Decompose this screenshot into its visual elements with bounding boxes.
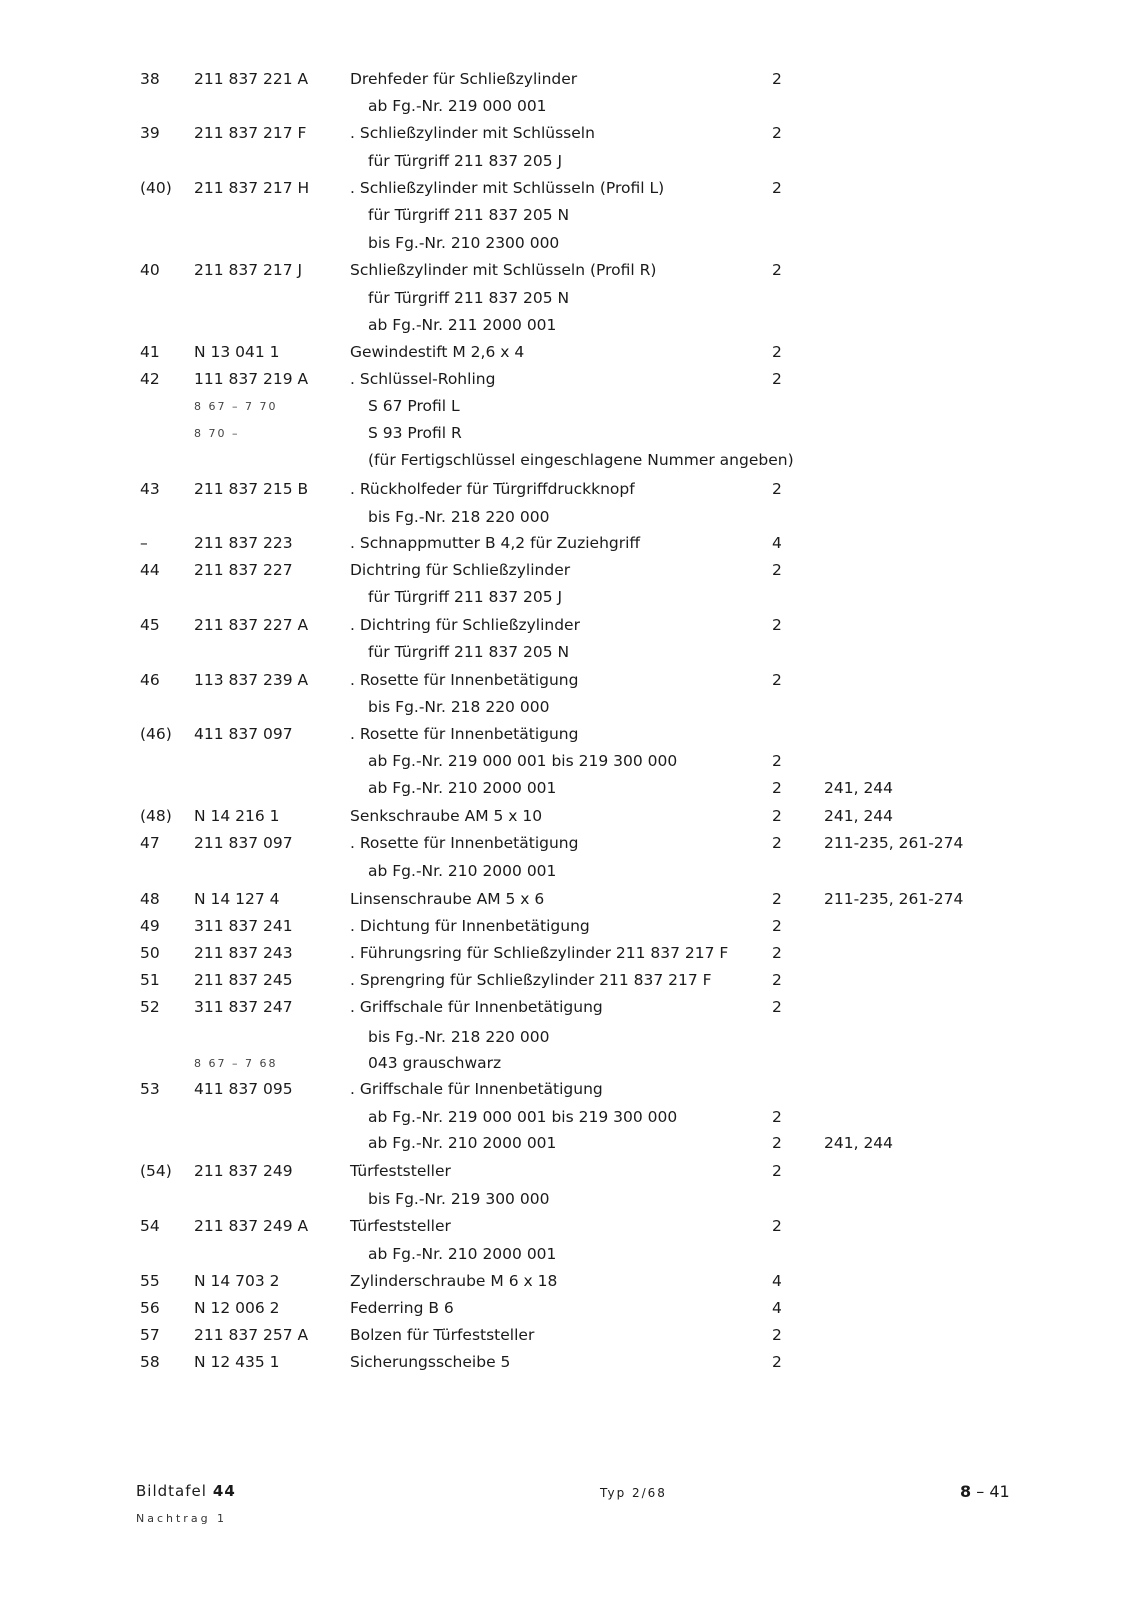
description: ab Fg.-Nr. 210 2000 001 bbox=[368, 779, 557, 797]
quantity: 2 bbox=[772, 1162, 782, 1180]
remark: 211-235, 261-274 bbox=[824, 890, 964, 908]
part-number: 211 837 227 bbox=[194, 561, 293, 579]
table-row bbox=[0, 1213, 1136, 1240]
table-row bbox=[0, 748, 1136, 775]
item-number: 41 bbox=[140, 343, 160, 361]
table-row bbox=[0, 1158, 1136, 1185]
description: . Rosette für Innenbetätigung bbox=[350, 671, 579, 689]
table-row bbox=[0, 285, 1136, 312]
page-number bbox=[960, 1482, 1010, 1501]
table-row bbox=[0, 803, 1136, 830]
item-number: 50 bbox=[140, 944, 160, 962]
table-row bbox=[0, 1076, 1136, 1103]
quantity: 2 bbox=[772, 779, 782, 797]
table-row bbox=[0, 93, 1136, 120]
part-number: N 13 041 1 bbox=[194, 343, 280, 361]
quantity: 2 bbox=[772, 671, 782, 689]
table-row bbox=[0, 584, 1136, 611]
description: S 67 Profil L bbox=[368, 397, 460, 415]
table-row bbox=[0, 504, 1136, 531]
table-row bbox=[0, 202, 1136, 229]
description: Dichtring für Schließzylinder bbox=[350, 561, 571, 579]
page-separator: – bbox=[976, 1482, 985, 1501]
table-row bbox=[0, 830, 1136, 857]
page-index: 41 bbox=[989, 1482, 1010, 1501]
item-number: 54 bbox=[140, 1217, 160, 1235]
part-number: N 14 127 4 bbox=[194, 890, 280, 908]
table-row bbox=[0, 721, 1136, 748]
table-row bbox=[0, 1295, 1136, 1322]
part-number: 211 837 217 F bbox=[194, 124, 307, 142]
item-number: 47 bbox=[140, 834, 160, 852]
description: ab Fg.-Nr. 211 2000 001 bbox=[368, 316, 557, 334]
item-number: – bbox=[140, 534, 148, 552]
description: Gewindestift M 2,6 x 4 bbox=[350, 343, 525, 361]
table-row bbox=[0, 1050, 1136, 1077]
description: für Türgriff 211 837 205 N bbox=[368, 643, 570, 661]
date-range: 8 67 – 7 68 bbox=[194, 1057, 278, 1070]
table-row bbox=[0, 393, 1136, 420]
description: ab Fg.-Nr. 210 2000 001 bbox=[368, 1134, 557, 1152]
table-row bbox=[0, 994, 1136, 1021]
table-row bbox=[0, 1322, 1136, 1349]
item-number: 39 bbox=[140, 124, 160, 142]
description: ab Fg.-Nr. 219 000 001 bis 219 300 000 bbox=[368, 752, 678, 770]
item-number: 49 bbox=[140, 917, 160, 935]
table-row bbox=[0, 940, 1136, 967]
quantity: 2 bbox=[772, 370, 782, 388]
description: Türfeststeller bbox=[350, 1162, 451, 1180]
description: Federring B 6 bbox=[350, 1299, 454, 1317]
item-number: (40) bbox=[140, 179, 172, 197]
quantity: 2 bbox=[772, 616, 782, 634]
description: . Rückholfeder für Türgriffdruckknopf bbox=[350, 480, 635, 498]
quantity: 2 bbox=[772, 124, 782, 142]
supplement-note: Nachtrag 1 bbox=[136, 1512, 228, 1525]
quantity: 4 bbox=[772, 1272, 782, 1290]
quantity: 2 bbox=[772, 1217, 782, 1235]
item-number: (46) bbox=[140, 725, 172, 743]
quantity: 4 bbox=[772, 534, 782, 552]
description: Linsenschraube AM 5 x 6 bbox=[350, 890, 545, 908]
quantity: 2 bbox=[772, 834, 782, 852]
description: bis Fg.-Nr. 218 220 000 bbox=[368, 698, 550, 716]
table-row bbox=[0, 148, 1136, 175]
description: . Sprengring für Schließzylinder 211 837 217 F bbox=[350, 971, 712, 989]
description: S 93 Profil R bbox=[368, 424, 462, 442]
description: ab Fg.-Nr. 219 000 001 bbox=[368, 97, 547, 115]
quantity: 2 bbox=[772, 998, 782, 1016]
description: bis Fg.-Nr. 219 300 000 bbox=[368, 1190, 550, 1208]
quantity: 2 bbox=[772, 807, 782, 825]
table-row bbox=[0, 694, 1136, 721]
part-number: 311 837 241 bbox=[194, 917, 293, 935]
description: bis Fg.-Nr. 218 220 000 bbox=[368, 1028, 550, 1046]
item-number: 40 bbox=[140, 261, 160, 279]
table-row bbox=[0, 967, 1136, 994]
quantity: 2 bbox=[772, 480, 782, 498]
plate-number: 44 bbox=[212, 1482, 236, 1500]
item-number: 43 bbox=[140, 480, 160, 498]
description: für Türgriff 211 837 205 N bbox=[368, 206, 570, 224]
part-number: 211 837 223 bbox=[194, 534, 293, 552]
description: Türfeststeller bbox=[350, 1217, 451, 1235]
item-number: (48) bbox=[140, 807, 172, 825]
quantity: 2 bbox=[772, 261, 782, 279]
table-row bbox=[0, 1349, 1136, 1376]
description: bis Fg.-Nr. 218 220 000 bbox=[368, 508, 550, 526]
description: ab Fg.-Nr. 210 2000 001 bbox=[368, 1245, 557, 1263]
quantity: 2 bbox=[772, 1353, 782, 1371]
description: Drehfeder für Schließzylinder bbox=[350, 70, 578, 88]
item-number: (54) bbox=[140, 1162, 172, 1180]
table-row bbox=[0, 1268, 1136, 1295]
description: ab Fg.-Nr. 219 000 001 bis 219 300 000 bbox=[368, 1108, 678, 1126]
table-row bbox=[0, 530, 1136, 557]
part-number: 211 837 249 bbox=[194, 1162, 293, 1180]
type-note: Typ 2/68 bbox=[600, 1486, 667, 1500]
description: . Griffschale für Innenbetätigung bbox=[350, 1080, 603, 1098]
description: ab Fg.-Nr. 210 2000 001 bbox=[368, 862, 557, 880]
quantity: 2 bbox=[772, 752, 782, 770]
table-row bbox=[0, 420, 1136, 447]
quantity: 2 bbox=[772, 70, 782, 88]
part-number: 211 837 221 A bbox=[194, 70, 309, 88]
remark: 211-235, 261-274 bbox=[824, 834, 964, 852]
part-number: N 14 703 2 bbox=[194, 1272, 280, 1290]
description: für Türgriff 211 837 205 J bbox=[368, 152, 563, 170]
quantity: 2 bbox=[772, 890, 782, 908]
item-number: 42 bbox=[140, 370, 160, 388]
table-row bbox=[0, 1024, 1136, 1051]
table-row bbox=[0, 886, 1136, 913]
description: . Schließzylinder mit Schlüsseln bbox=[350, 124, 595, 142]
table-row bbox=[0, 858, 1136, 885]
part-number: 211 837 217 H bbox=[194, 179, 310, 197]
description: Zylinderschraube M 6 x 18 bbox=[350, 1272, 558, 1290]
quantity: 2 bbox=[772, 1108, 782, 1126]
date-range: 8 67 – 7 70 bbox=[194, 400, 278, 413]
item-number: 46 bbox=[140, 671, 160, 689]
description: . Schnappmutter B 4,2 für Zuziehgriff bbox=[350, 534, 641, 552]
part-number: 211 837 215 B bbox=[194, 480, 309, 498]
table-row bbox=[0, 1241, 1136, 1268]
part-number: 211 837 249 A bbox=[194, 1217, 309, 1235]
description: 043 grauschwarz bbox=[368, 1054, 502, 1072]
plate-label: Bildtafel bbox=[136, 1482, 207, 1500]
description: Schließzylinder mit Schlüsseln (Profil R) bbox=[350, 261, 657, 279]
item-number: 48 bbox=[140, 890, 160, 908]
quantity: 2 bbox=[772, 917, 782, 935]
description: Senkschraube AM 5 x 10 bbox=[350, 807, 543, 825]
item-number: 55 bbox=[140, 1272, 160, 1290]
description: für Türgriff 211 837 205 J bbox=[368, 588, 563, 606]
part-number: N 14 216 1 bbox=[194, 807, 280, 825]
item-number: 52 bbox=[140, 998, 160, 1016]
date-range: 8 70 – bbox=[194, 427, 240, 440]
remark: 241, 244 bbox=[824, 779, 894, 797]
table-row bbox=[0, 66, 1136, 93]
table-row bbox=[0, 339, 1136, 366]
quantity: 2 bbox=[772, 343, 782, 361]
quantity: 2 bbox=[772, 561, 782, 579]
description: . Rosette für Innenbetätigung bbox=[350, 834, 579, 852]
table-row bbox=[0, 257, 1136, 284]
item-number: 56 bbox=[140, 1299, 160, 1317]
description: . Dichtring für Schließzylinder bbox=[350, 616, 580, 634]
table-row bbox=[0, 612, 1136, 639]
remark: 241, 244 bbox=[824, 1134, 894, 1152]
table-row bbox=[0, 366, 1136, 393]
item-number: 51 bbox=[140, 971, 160, 989]
table-row bbox=[0, 1130, 1136, 1157]
part-number: 211 837 227 A bbox=[194, 616, 309, 634]
table-row bbox=[0, 447, 1136, 474]
part-number: 411 837 097 bbox=[194, 725, 293, 743]
quantity: 4 bbox=[772, 1299, 782, 1317]
item-number: 58 bbox=[140, 1353, 160, 1371]
quantity: 2 bbox=[772, 944, 782, 962]
description: . Führungsring für Schließzylinder 211 837 217 F bbox=[350, 944, 729, 962]
page-section: 8 bbox=[960, 1482, 972, 1501]
part-number: 211 837 097 bbox=[194, 834, 293, 852]
quantity: 2 bbox=[772, 1326, 782, 1344]
part-number: N 12 435 1 bbox=[194, 1353, 280, 1371]
table-row bbox=[0, 639, 1136, 666]
description: Sicherungsscheibe 5 bbox=[350, 1353, 511, 1371]
remark: 241, 244 bbox=[824, 807, 894, 825]
table-row bbox=[0, 775, 1136, 802]
description: . Schließzylinder mit Schlüsseln (Profil L) bbox=[350, 179, 665, 197]
quantity: 2 bbox=[772, 971, 782, 989]
table-row bbox=[0, 667, 1136, 694]
part-number: 211 837 243 bbox=[194, 944, 293, 962]
quantity: 2 bbox=[772, 179, 782, 197]
table-row bbox=[0, 312, 1136, 339]
item-number: 38 bbox=[140, 70, 160, 88]
part-number: 311 837 247 bbox=[194, 998, 293, 1016]
part-number: 211 837 245 bbox=[194, 971, 293, 989]
description: . Dichtung für Innenbetätigung bbox=[350, 917, 590, 935]
item-number: 45 bbox=[140, 616, 160, 634]
description: bis Fg.-Nr. 210 2300 000 bbox=[368, 234, 560, 252]
item-number: 53 bbox=[140, 1080, 160, 1098]
table-row bbox=[0, 1186, 1136, 1213]
part-number: 211 837 217 J bbox=[194, 261, 303, 279]
description: (für Fertigschlüssel eingeschlagene Nummer angeben) bbox=[368, 451, 794, 469]
description: . Schlüssel-Rohling bbox=[350, 370, 496, 388]
table-row bbox=[0, 476, 1136, 503]
item-number: 57 bbox=[140, 1326, 160, 1344]
description: . Rosette für Innenbetätigung bbox=[350, 725, 579, 743]
description: Bolzen für Türfeststeller bbox=[350, 1326, 535, 1344]
table-row bbox=[0, 175, 1136, 202]
plate-reference bbox=[136, 1482, 236, 1500]
description: . Griffschale für Innenbetätigung bbox=[350, 998, 603, 1016]
table-row bbox=[0, 120, 1136, 147]
part-number: N 12 006 2 bbox=[194, 1299, 280, 1317]
table-row bbox=[0, 230, 1136, 257]
part-number: 411 837 095 bbox=[194, 1080, 293, 1098]
table-row bbox=[0, 557, 1136, 584]
table-row bbox=[0, 913, 1136, 940]
part-number: 111 837 219 A bbox=[194, 370, 309, 388]
description: für Türgriff 211 837 205 N bbox=[368, 289, 570, 307]
item-number: 44 bbox=[140, 561, 160, 579]
quantity: 2 bbox=[772, 1134, 782, 1152]
part-number: 113 837 239 A bbox=[194, 671, 309, 689]
table-row bbox=[0, 1104, 1136, 1131]
part-number: 211 837 257 A bbox=[194, 1326, 309, 1344]
